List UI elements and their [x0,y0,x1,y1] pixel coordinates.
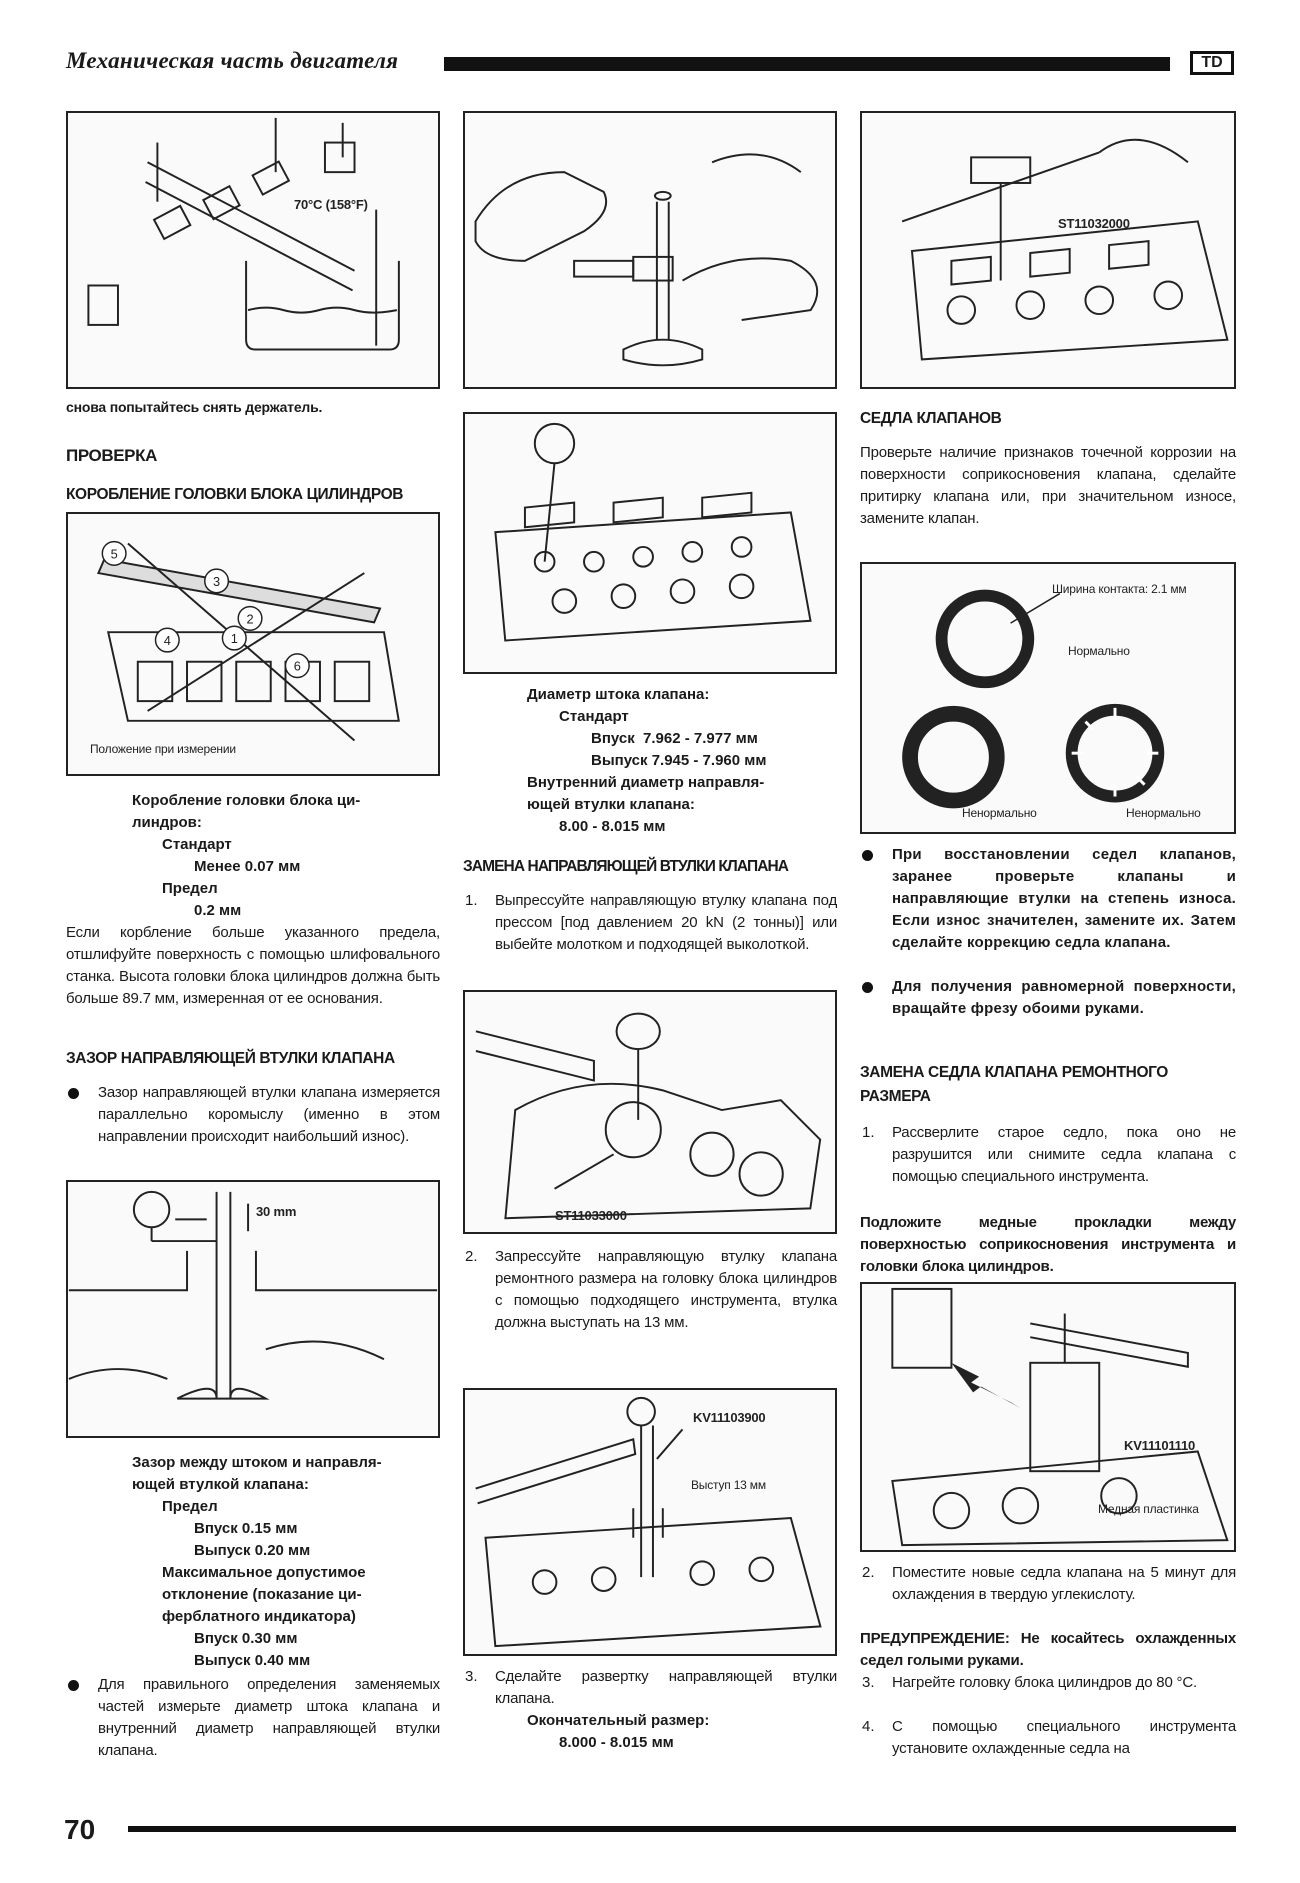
copper-note: Подложите медные прокладки между поверхностью соприкосновения инструмента и головки блока цилиндров. [860,1214,1236,1275]
figure-press-out [463,990,837,1234]
warp-point-3: 3 [212,573,221,589]
clearance-spec-3: Предел [162,1498,218,1515]
temperature-label: 70°C (158°F) [294,197,368,212]
warp-spec-5: Предел [162,880,218,897]
heading-guide-replace: ЗАМЕНА НАПРАВЛЯЮЩЕЙ ВТУЛКИ КЛАПАНА [463,858,789,875]
figure-reamer [860,111,1236,389]
warp-point-5: 5 [110,546,118,562]
footer-line [128,1826,1236,1832]
header-badge: TD [1190,51,1234,75]
heading-valve-seats: СЕДЛА КЛАПАНОВ [860,410,1002,427]
step2-text: Запрессуйте направляющую втулку клапана ремонтного размера на головку блока цилиндров с помощью подходящего инструмента, втулка должна выступать на 13 мм. [495,1248,837,1331]
heading-clearance: ЗАЗОР НАПРАВЛЯЮЩЕЙ ВТУЛКИ КЛАПАНА [66,1050,395,1067]
final-size-value: 8.000 - 8.015 мм [559,1734,674,1751]
figure-head-warp [66,512,440,776]
tool-st11032000-label: ST11032000 [1058,216,1130,231]
bullet-clearance [68,1088,79,1099]
warning-text: ПРЕДУПРЕЖДЕНИЕ: Не косайтесь охлажденных седел голыми руками. [860,1630,1236,1669]
dial-gauge-illustration [465,414,835,672]
warp-spec-2: линдров: [132,814,202,831]
figure-dial-gauge [463,412,837,674]
tool-kv11103900-label: KV11103900 [693,1410,766,1425]
figure-micrometer [463,111,837,389]
step3-text: Сделайте развертку направляющей втулки клапана. [495,1668,837,1707]
figure-camshaft [66,111,440,389]
heading-seat-replace-1: ЗАМЕНА СЕДЛА КЛАПАНА РЕМОНТНОГО [860,1064,1168,1081]
seats-bullet-2: Для получения равномерной поверхности, вращайте фрезу обоими руками. [892,978,1236,1017]
figure-seat-contact [860,562,1236,834]
final-size-label: Окончательный размер: [527,1712,710,1729]
stem-spec-5: Внутренний диаметр направля- [527,774,765,791]
normal-label: Нормально [1068,644,1130,658]
clearance-spec-1: Зазор между штоком и направля- [132,1454,382,1471]
heading-check: ПРОВЕРКА [66,446,157,465]
clearance-spec-4: Впуск 0.15 мм [194,1520,298,1537]
tool-st11033000-label: ST11033000 [555,1208,627,1223]
page-header [66,48,1236,82]
cylinder-head-illustration [68,514,438,774]
seat-step4-number: 4. [862,1718,875,1735]
step2-number: 2. [465,1248,478,1265]
press-out-illustration [465,992,835,1232]
abnormal-label-1: Ненормально [962,806,1037,820]
final-bullet-text: Для правильного определения заменяемых частей измерьте диаметр штока клапана и внутренний диаметр направляющей втулки клапана. [98,1676,440,1759]
tool-kv11101110-label: KV11101110 [1124,1438,1196,1453]
seats-text: Проверьте наличие признаков точечной коррозии на поверхности соприкосновения клапана, сделайте притирку клапана или, при значительном износе, замените клапан. [860,444,1236,527]
header-bar [444,57,1170,71]
stem-spec-3: Впуск 7.962 - 7.977 мм [591,730,758,747]
stem-spec-7: 8.00 - 8.015 мм [559,818,666,835]
bullet-final [68,1680,79,1691]
stem-spec-2: Стандарт [559,708,629,725]
clearance-spec-5: Выпуск 0.20 мм [194,1542,311,1559]
clearance-spec-9: Впуск 0.30 мм [194,1630,298,1647]
figure-press-in [463,1388,837,1656]
reamer-illustration [862,113,1234,387]
header-title: Механическая часть двигателя [66,48,399,73]
micrometer-illustration [465,113,835,387]
figure-seat-tool [860,1282,1236,1552]
step1-text: Выпрессуйте направляющую втулку клапана под прессом [под давлением 20 kN (2 тонны)] или выбейте молотком и подходящей выколоткой. [495,892,837,953]
caption-fig1: снова попытайтесь снять держатель. [66,399,323,415]
warp-point-1: 1 [230,631,238,647]
contact-width-label: Ширина контакта: 2.1 мм [1052,582,1187,596]
warp-point-2: 2 [246,611,254,627]
clearance-bullet-text: Зазор направляющей втулки клапана измеряется параллельно коромыслу (именно в этом направлении происходит наибольший износ). [98,1084,440,1145]
warp-text: Если корбление больше указанного предела, отшлифуйте поверхность с помощью шлифовального станка. Высота головки блока цилиндров должна быть больше 89.7 мм, измеренная от ее основания. [66,924,440,1007]
warp-spec-6: 0.2 мм [194,902,242,919]
bullet-seats-1 [862,850,873,861]
copper-plate-label: Медная пластинка [1098,1502,1199,1516]
heading-warp: КОРОБЛЕНИЕ ГОЛОВКИ БЛОКА ЦИЛИНДРОВ [66,486,404,503]
clearance-spec-6: Максимальное допустимое [162,1564,366,1581]
press-in-illustration [465,1390,835,1654]
measure-position-label: Положение при измерении [90,742,236,756]
clearance-spec-8: ферблатного индикатора) [162,1608,356,1625]
seat-contact-illustration [862,564,1234,832]
seat-step1-text: Рассверлите старое седло, пока оно не разрушится или снимите седла клапана с помощью специального инструмента. [892,1124,1236,1185]
stem-spec-1: Диаметр штока клапана: [527,686,710,703]
warp-point-6: 6 [293,658,301,674]
step3-number: 3. [465,1668,478,1685]
clearance-spec-7: отклонение (показание ци- [162,1586,362,1603]
dimension-30mm-label: 30 mm [256,1204,297,1219]
warp-spec-1: Коробление головки блока ци- [132,792,361,809]
warp-point-4: 4 [163,632,171,648]
seat-step1-number: 1. [862,1124,875,1141]
seat-step3-text: Нагрейте головку блока цилиндров до 80 °С. [892,1674,1197,1691]
page-number: 70 [64,1814,96,1845]
warp-spec-4: Менее 0.07 мм [194,858,301,875]
heading-seat-replace-2: РАЗМЕРА [860,1088,931,1105]
seat-step2-text: Поместите новые седла клапана на 5 минут для охлаждения в твердую углекислоту. [892,1564,1236,1603]
valve-guide-illustration [68,1182,438,1436]
seat-step4-text: С помощью специального инструмента установите охлажденные седла на [892,1718,1236,1757]
warp-spec-3: Стандарт [162,836,232,853]
protrusion-label: Выступ 13 мм [691,1478,766,1492]
clearance-spec-2: ющей втулкой клапана: [132,1476,309,1493]
stem-spec-4: Выпуск 7.945 - 7.960 мм [591,752,767,769]
figure-clearance [66,1180,440,1438]
stem-spec-6: ющей втулки клапана: [527,796,695,813]
seat-step3-number: 3. [862,1674,875,1691]
camshaft-illustration [68,113,438,387]
seats-bullet-1: При восстановлении седел клапанов, заранее проверьте клапаны и направляющие втулки на степень износа. Если износ значителен, замените их. Затем сделайте коррекцию седла клапана. [892,846,1236,951]
abnormal-label-2: Ненормально [1126,806,1201,820]
clearance-spec-10: Выпуск 0.40 мм [194,1652,311,1669]
bullet-seats-2 [862,982,873,993]
seat-step2-number: 2. [862,1564,875,1581]
step1-number: 1. [465,892,478,909]
